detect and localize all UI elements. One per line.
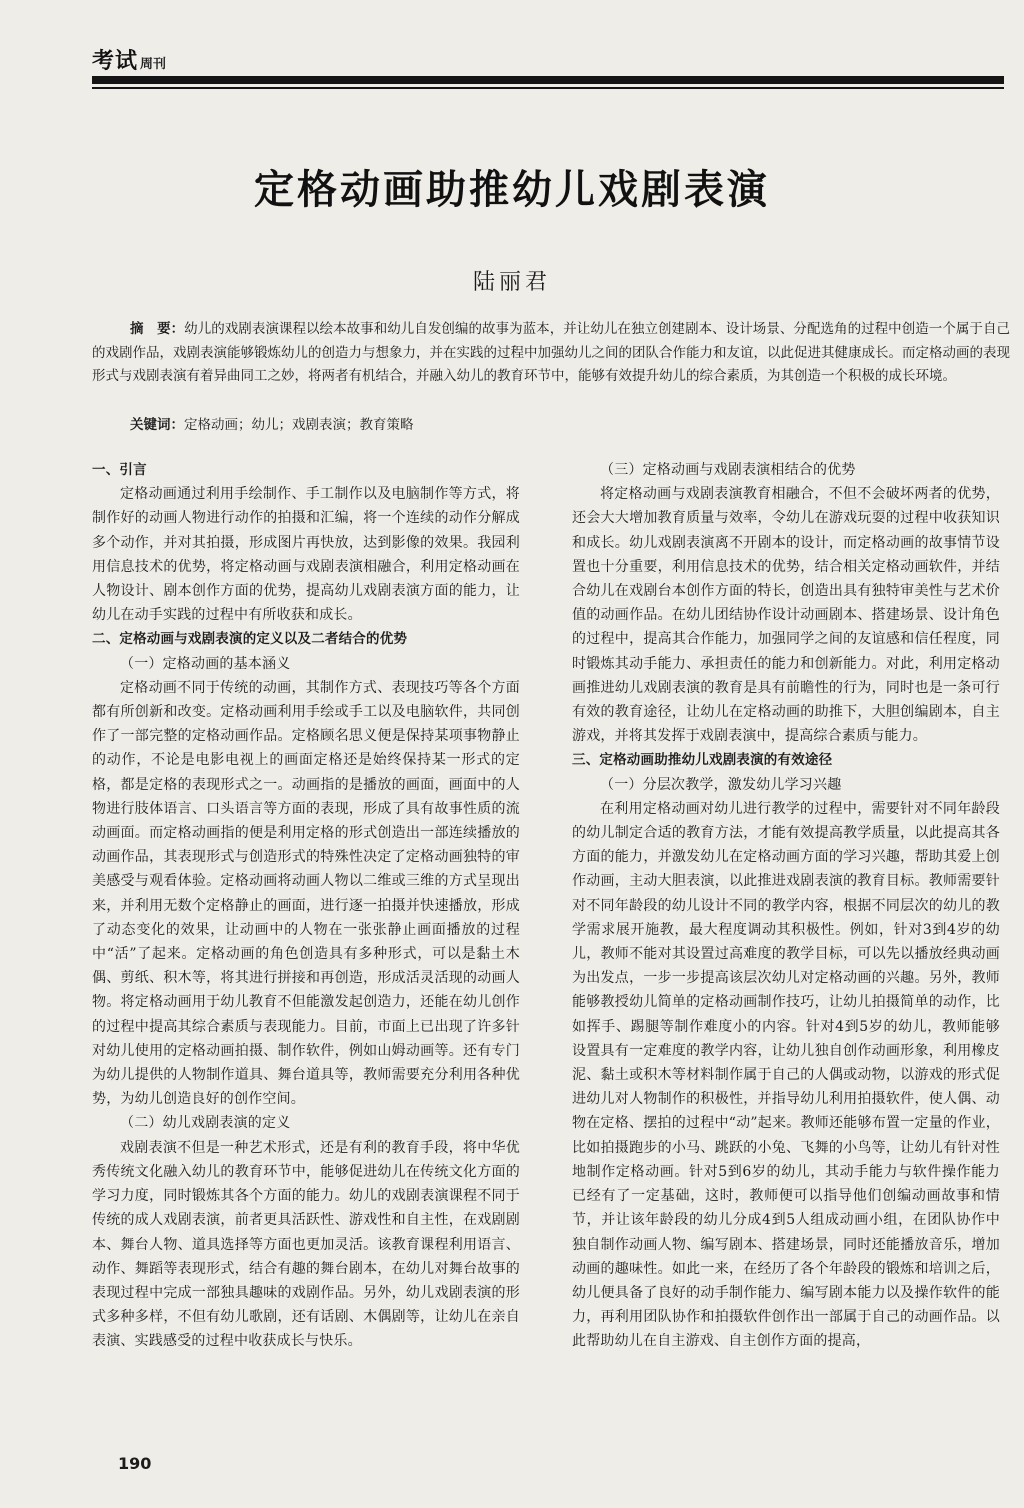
header-rule-thin (92, 87, 1004, 89)
paragraph-layered-teaching: 在利用定格动画对幼儿进行教学的过程中，需要针对不同年龄段的幼儿制定合适的教育方法，才能有效提高教学质量，以此提高其各方面的能力，并激发幼儿在定格动画方面的学习兴趣，帮助其爱上创作动画，主动大胆表演，以此推进戏剧表演的教育目标。教师需要针对不同年龄段的幼儿设计不同的教学内容，根据不同层次的幼儿的教学需求展开施教，最大程度调动其积极性。例如，针对3到4岁的幼儿，教师不能对其设置过高难度的教学目标，可以先以播放经典动画为出发点，一步一步提高该层次幼儿对定格动画的兴趣。另外，教师能够教授幼儿简单的定格动画制作技巧，让幼儿拍摄简单的动作，比如挥手、踢腿等制作难度小的内容。针对4到5岁的幼儿，教师能够设置具有一定难度的教学内容，让幼儿独自创作动画形象，利用橡皮泥、黏土或积木等材料制作属于自己的人偶或动物，以游戏的形式促进幼儿对人物制作的积极性，并指导幼儿利用拍摄软件，使人偶、动物在定格、摆拍的过程中“动”起来。教师还能够布置一定量的作业，比如拍摄跑步的小马、跳跃的小兔、飞舞的小鸟等，让幼儿有针对性地制作定格动画。针对5到6岁的幼儿，其动手能力与软件操作能力已经有了一定基础，这时，教师便可以指导他们创编动画故事和情节，并让该年龄段的幼儿分成4到5人组成动画小组，在团队协作中独自制作动画人物、编写剧本、搭建场景，同时还能播放音乐，增加动画的趣味性。如此一来，在经历了各个年龄段的锻炼和培训之后，幼儿便具备了良好的动手制作能力、编写剧本能力以及操作软件的能力，再利用团队协作和拍摄软件创作出一部属于自己的动画作品。以此帮助幼儿在自主游戏、自主创作方面的提高， (572, 800, 1000, 1350)
keywords (130, 414, 990, 437)
paragraph-advantages: 将定格动画与戏剧表演教育相融合，不但不会破坏两者的优势，还会大大增加教育质量与效率，令幼儿在游戏玩耍的过程中收获知识和成长。幼儿戏剧表演离不开剧本的设计，而定格动画的故事情节设置也十分重要，利用信息技术的优势，结合相关定格动画软件，并结合幼儿在戏剧台本创作方面的特长，创造出具有独特审美性与艺术价值的动画作品。在幼儿团结协作设计动画剧本、搭建场景、设计角色的过程中，提高其合作能力，加强同学之间的友谊感和信任程度，同时锻炼其动手能力、承担责任的能力和创新能力。对此，利用定格动画推进幼儿戏剧表演的教育是具有前瞻性的行为，同时也是一条可行有效的教育途径，让幼儿在定格动画的助推下，大胆创编剧本，自主游戏，并将其发挥于戏剧表演中，提高综合素质与能力。 (572, 486, 1000, 745)
subsection-heading-advantages: （三）定格动画与戏剧表演相结合的优势 (600, 462, 856, 478)
abstract-label: 摘 要： (130, 321, 185, 337)
paragraph-intro: 定格动画通过利用手绘制作、手工制作以及电脑制作等方式，将制作好的动画人物进行动作的拍摄和汇编，将一个连续的动作分解成多个动作，并对其拍摄，形成图片再快放，达到影像的效果。我园利用信息技术的优势，将定格动画与戏剧表演相融合，利用定格动画在人物设计、剧本创作方面的优势，提高幼儿戏剧表演方面的能力，让幼儿在动手实践的过程中有所收获和成长。 (92, 486, 520, 624)
section-heading-approaches: 三、定格动画助推幼儿戏剧表演的有效途径 (572, 752, 833, 769)
journal-name: 考试 (92, 49, 139, 74)
subsection-heading-stop-motion: （一）定格动画的基本涵义 (120, 655, 291, 672)
left-column (92, 458, 520, 1354)
keywords-label: 关键词： (130, 417, 184, 433)
article-title: 定格动画助推幼儿戏剧表演 (254, 167, 770, 213)
journal-header (92, 44, 166, 75)
abstract-text: 幼儿的戏剧表演课程以绘本故事和幼儿自发创编的故事为蓝本，并让幼儿在独立创建剧本、设计场景、分配选角的过程中创造一个属于自己的戏剧作品，戏剧表演能够锻炼幼儿的创造力与想象力，并在实践的过程中加强幼儿之间的团队合作能力和友谊，以此促进其健康成长。而定格动画的表现形式与戏剧表演有着异曲同工之妙，将两者有机结合，并融入幼儿的教育环节中，能够有效提升幼儿的综合素质，为其创造一个积极的成长环境。 (92, 321, 1010, 384)
keywords-text: 定格动画；幼儿；戏剧表演；教育策略 (184, 417, 414, 433)
subsection-heading-layered-teaching: （一）分层次教学，激发幼儿学习兴趣 (600, 776, 842, 793)
article-author: 陆丽君 (472, 270, 551, 295)
subsection-heading-drama: （二）幼儿戏剧表演的定义 (120, 1115, 291, 1132)
section-heading-definitions: 二、定格动画与戏剧表演的定义以及二者结合的优势 (92, 631, 408, 648)
section-heading-intro: 一、引言 (92, 462, 147, 478)
right-column (572, 458, 1000, 1354)
paragraph-stop-motion: 定格动画不同于传统的动画，其制作方式、表现技巧等各个方面都有所创新和改变。定格动画利用手绘或手工以及电脑软件，共同创作了一部完整的定格动画作品。定格顾名思义便是保持某项事物静止的动作，不论是电影电视上的画面定格还是始终保持某一形式的定格，都是定格的表现形式之一。动画指的是播放的画面，画面中的人物进行肢体语言、口头语言等方面的表现，形成了具有故事性质的流动画面。而定格动画指的便是利用定格的形式创造出一部连续播放的动画作品，其表现形式与创造形式的特殊性决定了定格动画独特的审美感受与观看体验。定格动画将动画人物以二维或三维的方式呈现出来，并利用无数个定格静止的画面，进行逐一拍摄并快速播放，形成了动态变化的效果，让动画中的人物在一张张静止画面播放的过程中“活”了起来。定格动画的角色创造具有多种形式，可以是黏土木偶、剪纸、积木等，将其进行拼接和再创造，形成活灵活现的动画人物。将定格动画用于幼儿教育不但能激发起创造力，还能在幼儿创作的过程中提高其综合素质与表现能力。目前，市面上已出现了许多针对幼儿使用的定格动画拍摄、制作软件，例如山姆动画等。还有专门为幼儿提供的人物制作道具、舞台道具等，教师需要充分利用各种优势，为幼儿创造良好的创作空间。 (92, 679, 520, 1108)
journal-subtitle: 周刊 (140, 57, 167, 72)
abstract (92, 318, 1010, 389)
paragraph-drama: 戏剧表演不但是一种艺术形式，还是有利的教育手段，将中华优秀传统文化融入幼儿的教育环节中，能够促进幼儿在传统文化方面的学习力度，同时锻炼其各个方面的能力。幼儿的戏剧表演课程不同于传统的成人戏剧表演，前者更具活跃性、游戏性和自主性，在戏剧剧本、舞台人物、道具选择等方面也更加灵活。该教育课程利用语言、动作、舞蹈等表现形式，结合有趣的舞台剧本，在幼儿对舞台故事的表现过程中完成一部独具趣味的戏剧作品。另外，幼儿戏剧表演的形式多种多样，不但有幼儿歌剧，还有话剧、木偶剧等，让幼儿在亲自表演、实践感受的过程中收获成长与快乐。 (92, 1139, 520, 1350)
header-rule-thick (92, 76, 1004, 84)
page-number: 190 (118, 1454, 152, 1473)
